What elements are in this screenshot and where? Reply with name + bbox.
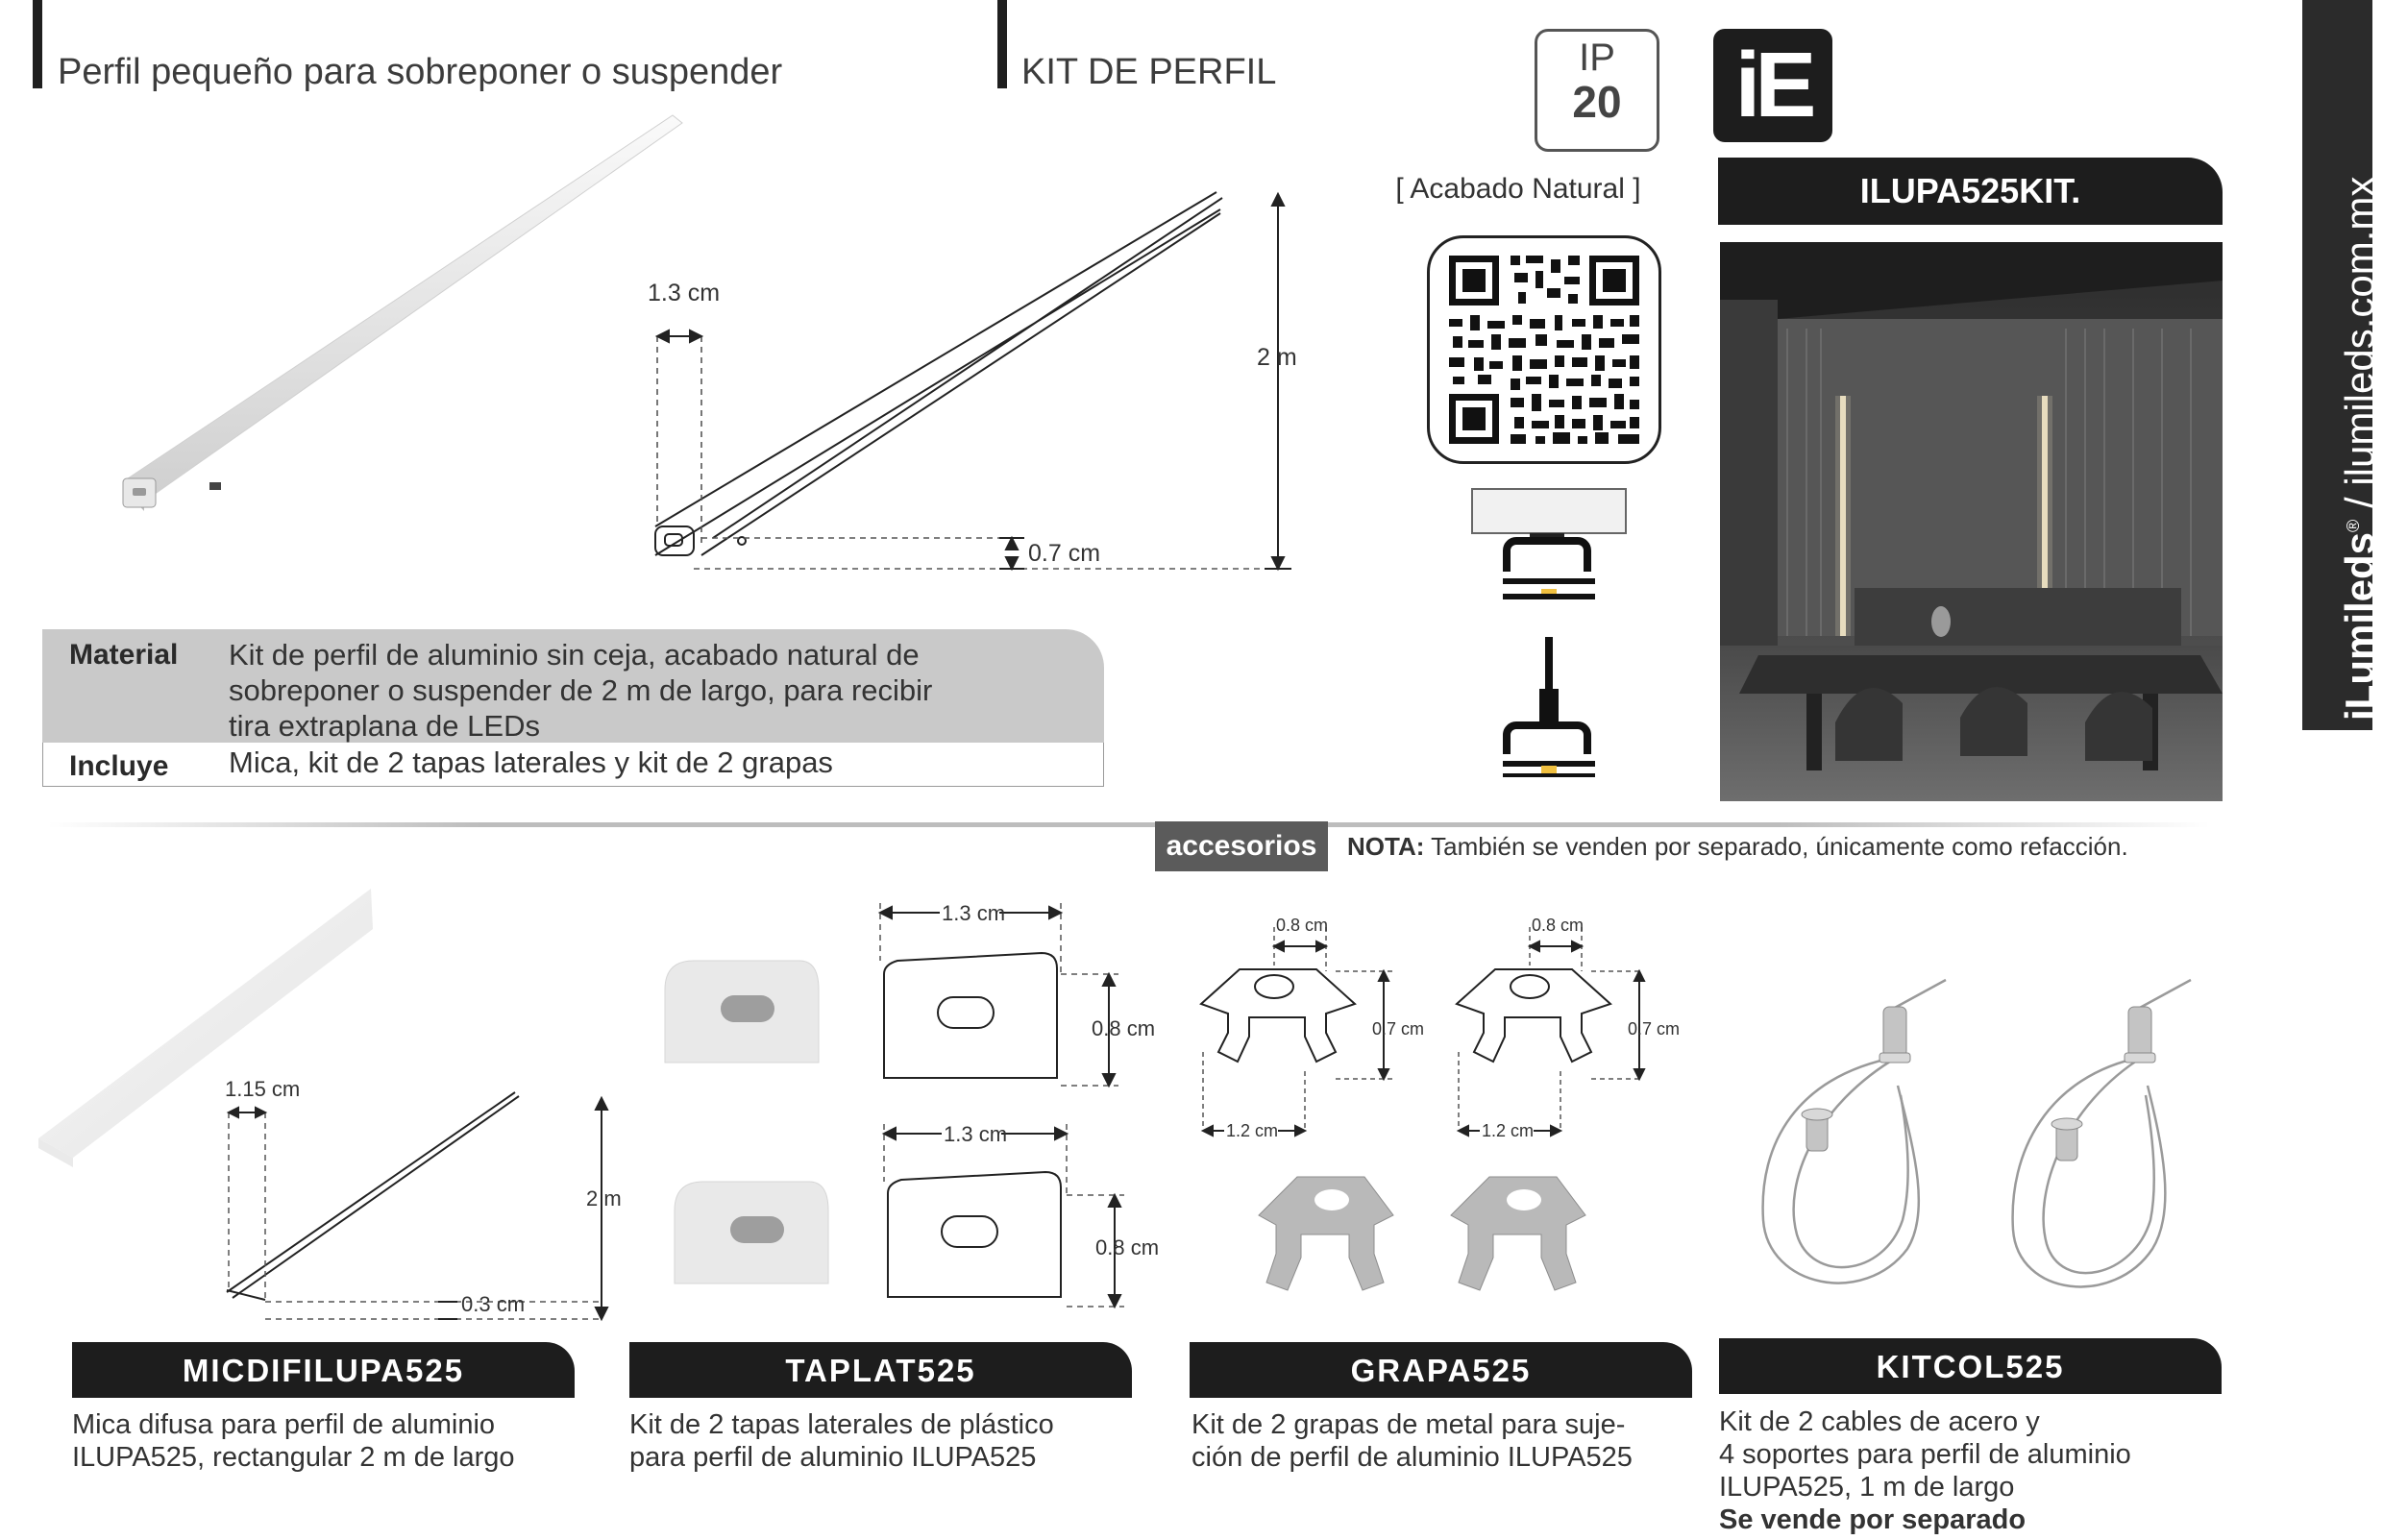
mica-dim-width: 1.15 cm: [225, 1077, 301, 1101]
desc-line: Kit de 2 cables de acero y: [1719, 1406, 2040, 1437]
endcap-dim-w2: 1.3 cm: [944, 1122, 1008, 1146]
qr-pattern-icon: [1430, 238, 1658, 461]
registered-mark: ®: [2344, 519, 2363, 532]
includes-value: Mica, kit de 2 tapas laterales y kit de 2 grapas: [229, 746, 833, 779]
clip-photo-1: [1259, 1177, 1393, 1290]
ip-label: IP: [1579, 37, 1615, 79]
accessory-code-tab: KITCOL525: [1719, 1338, 2222, 1394]
desc-line: para perfil de aluminio ILUPA525: [629, 1442, 1037, 1473]
mica-dim-height: 0.3 cm: [461, 1292, 526, 1316]
material-line: tira extraplana de LEDs: [229, 709, 540, 743]
dim-height: 0.7 cm: [1028, 540, 1101, 567]
right-title-bar: [997, 0, 1007, 88]
mica-illustration: [35, 879, 622, 1331]
section-divider: [48, 822, 2210, 827]
endcap-illustration: [653, 893, 1172, 1316]
accessory-description: [1192, 1408, 1633, 1474]
endcap-dim-w1: 1.3 cm: [942, 901, 1006, 925]
surface-mount-icon: [1472, 489, 1626, 597]
clip1-dim-top: 0.8 cm: [1276, 916, 1329, 935]
ip-value: 20: [1572, 77, 1622, 127]
brand-name: iLumileds: [2337, 531, 2382, 721]
accessory-code-tab: GRAPA525: [1190, 1342, 1692, 1398]
accessories-note: [1347, 832, 2128, 862]
clip-illustration: [1192, 908, 1701, 1321]
room-scene-image: [1720, 242, 2223, 801]
note-text: También se venden por separado, únicamente como refacción.: [1424, 832, 2128, 861]
desc-line: Kit de 2 grapas de metal para suje-: [1192, 1409, 1626, 1440]
mounting-diagrams: [1461, 485, 1634, 778]
dim-length: 2 m: [1257, 344, 1297, 371]
accessory-description: [629, 1408, 1054, 1474]
profile-technical-drawing: [634, 173, 1326, 596]
accessories-tag: accesorios: [1155, 821, 1328, 871]
note-label: NOTA:: [1347, 832, 1425, 861]
endcap-dim-h2: 0.8 cm: [1095, 1235, 1160, 1259]
clip-drawing-2: [1457, 969, 1610, 1062]
desc-line: ILUPA525, 1 m de largo: [1719, 1472, 2015, 1503]
left-title-bar: [33, 0, 42, 88]
clip2-dim-height: 0.7 cm: [1628, 1019, 1681, 1039]
includes-label: Incluye: [69, 750, 169, 782]
clip-photo-2: [1451, 1177, 1585, 1290]
accessory-description: [1719, 1406, 2131, 1536]
desc-line: ción de perfil de aluminio ILUPA525: [1192, 1442, 1633, 1473]
ie-logo: iE: [1713, 29, 1832, 142]
material-value: [229, 637, 932, 744]
material-line: Kit de perfil de aluminio sin ceja, acabado natural de: [229, 638, 920, 672]
desc-line: ILUPA525, rectangular 2 m de largo: [72, 1442, 515, 1473]
ip-rating-badge: [1535, 29, 1659, 152]
clip2-dim-top: 0.8 cm: [1532, 916, 1585, 935]
finish-label: [ Acabado Natural ]: [1395, 173, 1641, 205]
kit-title: KIT DE PERFIL: [1021, 52, 1277, 92]
endcap-photo-2: [675, 1182, 828, 1283]
endcap-photo-1: [665, 961, 819, 1063]
cable-kit-illustration: [1739, 990, 2239, 1316]
accessory-description: [72, 1408, 515, 1474]
profile-render-image: [106, 106, 682, 538]
spec-table: [42, 629, 1104, 786]
brand-url[interactable]: ilumileds.com.mx: [2337, 176, 2382, 486]
brand-sidebar-text: [2337, 177, 2383, 721]
clip2-dim-bottom: 1.2 cm: [1482, 1121, 1535, 1140]
cable-gripper-icon: [1802, 1007, 2155, 1161]
desc-line: Mica difusa para perfil de aluminio: [72, 1409, 496, 1440]
desc-line: 4 soportes para perfil de aluminio: [1719, 1439, 2131, 1470]
accessory-code-tab: MICDIFILUPA525: [72, 1342, 575, 1398]
clip1-dim-height: 0.7 cm: [1372, 1019, 1425, 1039]
suspended-mount-icon: [1503, 637, 1595, 775]
dim-width: 1.3 cm: [648, 280, 721, 306]
clip-drawing-1: [1201, 969, 1355, 1062]
brand-separator: /: [2337, 485, 2382, 520]
endcap-dim-h1: 0.8 cm: [1092, 1016, 1156, 1040]
clip1-dim-bottom: 1.2 cm: [1226, 1121, 1279, 1140]
desc-line: Kit de 2 tapas laterales de plástico: [629, 1409, 1054, 1440]
accessory-code-tab: TAPLAT525: [629, 1342, 1132, 1398]
desc-bold-line: Se vende por separado: [1719, 1504, 2027, 1535]
mica-dim-length: 2 m: [586, 1186, 622, 1210]
material-label: Material: [69, 639, 179, 671]
page-subtitle: Perfil pequeño para sobreponer o suspender: [58, 52, 783, 92]
material-line: sobreponer o suspender de 2 m de largo, para recibir: [229, 673, 933, 707]
installation-photo: [1720, 242, 2223, 801]
product-code-tab: ILUPA525KIT.: [1718, 158, 2223, 225]
qr-code[interactable]: [1427, 235, 1661, 464]
